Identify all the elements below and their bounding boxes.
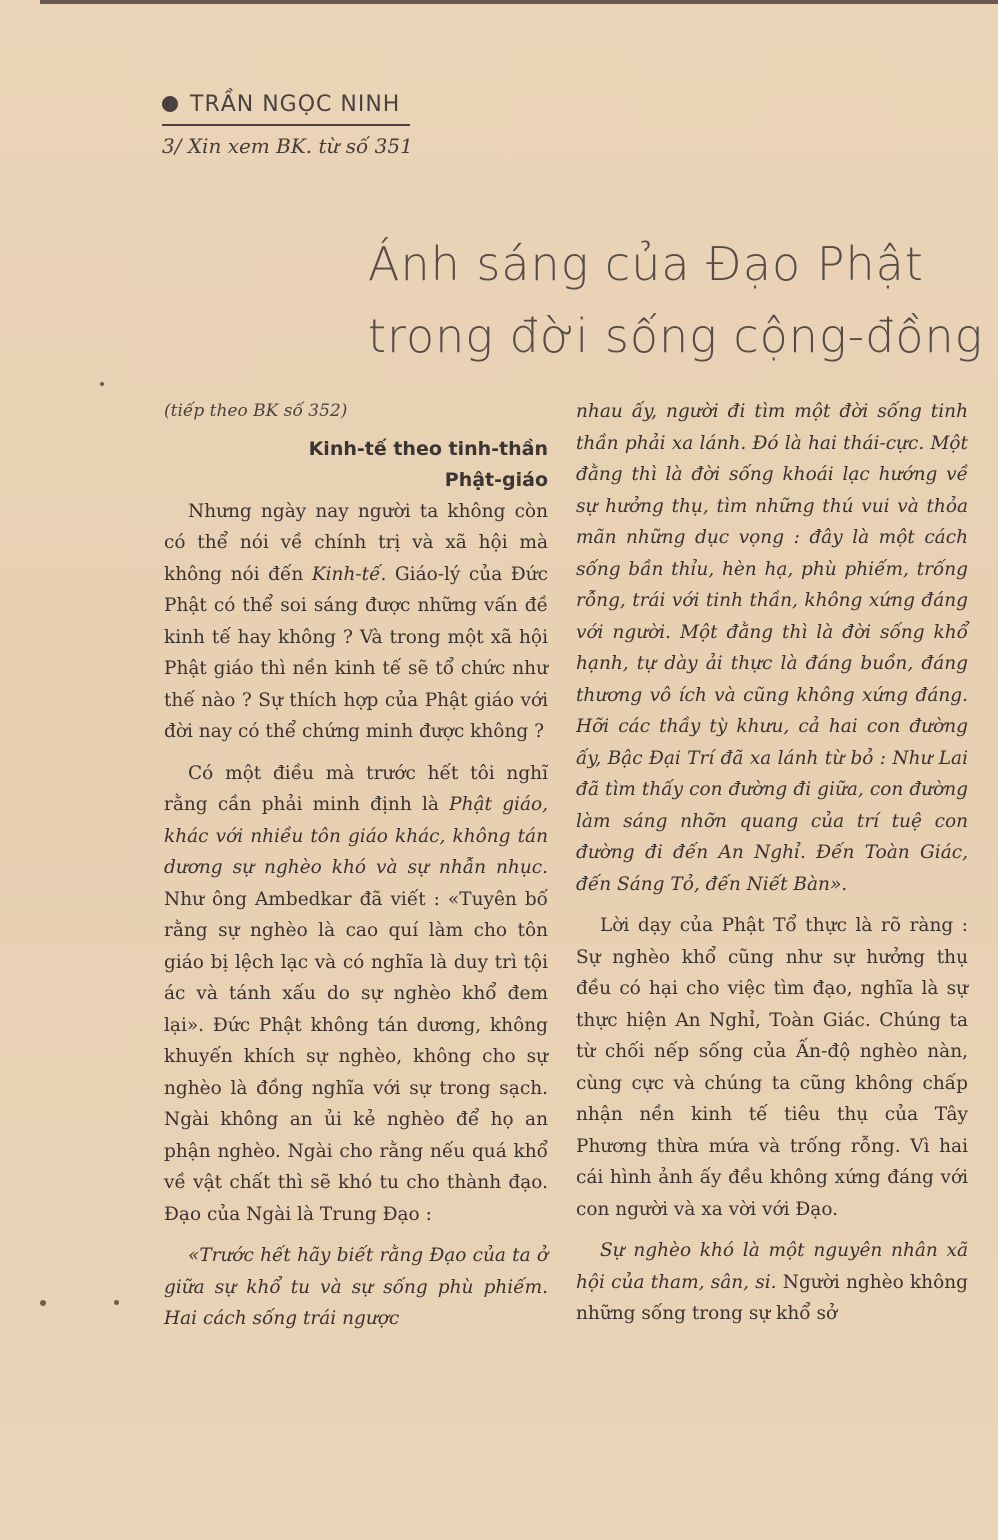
- paragraph-1: [164, 496, 548, 748]
- left-column: [164, 396, 548, 1335]
- paragraph-1-text: Nhưng ngày nay người ta không còn có thể nói về chính trị và xã hội mà không nói đến: [164, 500, 548, 585]
- right-column: [576, 396, 968, 1330]
- paragraph-2-emphasis: Phật giáo, khác với nhiều tôn giáo khác, không tán dương sự nghèo khó và sự nhẫn nhục.: [164, 794, 549, 878]
- author-byline: [162, 92, 400, 117]
- paragraph-4-emphasis: Sự nghèo khó là một nguyên nhân xã hội của tham, sân, si.: [576, 1240, 968, 1293]
- section-heading-line-1: Kinh-tế theo tinh-thần: [308, 437, 548, 460]
- top-border-rule: [40, 0, 998, 4]
- reference-note: 3/ Xin xem BK. từ số 351: [162, 134, 413, 158]
- continuation-note: (tiếp theo BK số 352): [164, 401, 348, 421]
- paragraph-4-text: Người nghèo không những sống trong sự khổ sở: [576, 1271, 968, 1324]
- paper-speck: [114, 1300, 119, 1305]
- title-line-1: Ánh sáng của Đạo Phật: [368, 237, 924, 291]
- bullet-icon: [162, 96, 178, 112]
- author-underline: [162, 124, 410, 126]
- paragraph-2-text-cont: Như ông Ambedkar đã viết : «Tuyên bố rằng sự nghèo là cao quí làm cho tôn giáo bị lệch lạc và có nghĩa là duy trì tội ác và tánh xấu do sự nghèo khổ đem lại». Đức Phật không tán dương, không khuyến khích sự nghèo, không cho sự nghèo là đồng nghĩa với sự trong sạch. Ngài không an ủi kẻ nghèo để họ an phận nghèo. Ngài cho rằng nếu quá khổ về vật chất thì sẽ khó tu cho thành đạo. Đạo của Ngài là Trung Đạo :: [164, 888, 548, 1225]
- section-heading: [164, 434, 548, 496]
- paper-speck: [100, 382, 104, 386]
- paragraph-1-emphasis: Kinh-tế.: [311, 563, 387, 585]
- article-title: [368, 228, 984, 372]
- paragraph-2: [164, 758, 548, 1231]
- paragraph-2-text: Có một điều mà trước hết tôi nghĩ rằng cần phải minh định là: [164, 762, 548, 815]
- paragraph-4: [576, 1235, 968, 1330]
- buddha-quote-continued: nhau ấy, người đi tìm một đời sống tinh thần phải xa lánh. Đó là hai thái-cực. Một đằng thì là đời sống khoái lạc hướng về sự hưởng thụ, tìm những thú vui và thỏa mãn những dục vọng : đây là một cách sống bần thỉu, hèn hạ, phù phiếm, trống rỗng, trái với tinh thần, không xứng đáng với người. Một đằng thì là đời sống khổ hạnh, tự dày ải thực là đáng buồn, đáng thương vô ích và cũng không xứng đáng. Hỡi các thầy tỳ khưu, cả hai con đường ấy, Bậc Đại Trí đã xa lánh từ bỏ : Như Lai đã tìm thấy con đường đi giữa, con đường làm sáng nhỡn quang của trí tuệ con đường đi đến An Nghỉ. Đến Toàn Giác, đến Sáng Tỏ, đến Niết Bàn».: [576, 401, 968, 895]
- paragraph-3: Lời dạy của Phật Tổ thực là rõ ràng : Sự nghèo khổ cũng như sự hưởng thụ đều có hại cho việc tìm đạo, nghĩa là sự thực hiện An Nghỉ, Toàn Giác. Chúng ta từ chối nếp sống của Ấn-độ nghèo nàn, cùng cực và chúng ta cũng không chấp nhận nền kinh tế tiêu thụ của Tây Phương thừa mứa và trống rỗng. Vì hai cái hình ảnh ấy đều không xứng đáng với con người và xa vời với Đạo.: [576, 915, 968, 1220]
- buddha-quote: «Trước hết hãy biết rằng Đạo của ta ở giữa sự khổ tu và sự sống phù phiếm. Hai cách sống trái ngược: [164, 1245, 548, 1329]
- section-heading-line-2: Phật-giáo: [444, 468, 548, 491]
- author-name: TRẦN NGỌC NINH: [190, 92, 401, 117]
- title-line-2: trong đời sống cộng-đồng: [368, 309, 984, 363]
- paragraph-1-text-cont: Giáo-lý của Đức Phật có thể soi sáng được những vấn đề kinh tế hay không ? Và trong một xã hội Phật giáo thì nền kinh tế sẽ tổ chức như thế nào ? Sự thích hợp của Phật giáo với đời nay có thể chứng minh được không ?: [164, 563, 548, 742]
- paper-speck: [40, 1300, 46, 1306]
